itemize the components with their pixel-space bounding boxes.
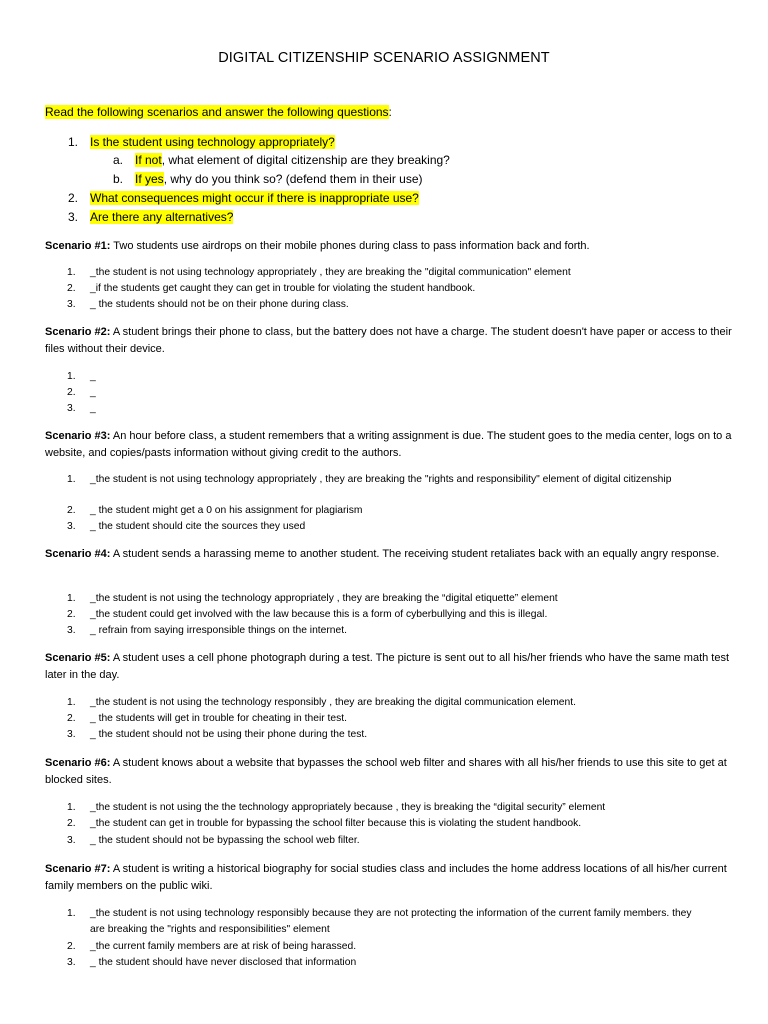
scenario-text: An hour before class, a student remembers that a writing assignment is due. The student goes to the media center, logs on to a website, and copies/pasts information without giving credit to the authors. [45,430,732,459]
scenario-5 [45,650,735,683]
scenario-label: Scenario #3: [45,430,111,442]
scenario-label: Scenario #4: [45,548,111,560]
answer-text: _the student can get in trouble for bypassing the school filter because this is violating the student handbook. [90,818,582,829]
subquestion-highlight: If yes [135,172,164,186]
instructions-text: Read the following scenarios and answer the following questions [45,105,389,119]
scenario-text: Two students use airdrops on their mobile phones during class to pass information back and forth. [110,240,590,252]
answer-text: _the student is not using technology responsibly because they are not protecting the information of the current family members. they are breaking the "rights and responsibilities" element [90,908,692,935]
scenario-2 [45,324,735,357]
scenario-label: Scenario #6: [45,757,111,769]
scenario-text: A student sends a harassing meme to another student. The receiving student retaliates back with an equally angry response. [110,548,720,560]
scenario-4 [45,546,735,563]
answer-text: _ the student might get a 0 on his assignment for plagiarism [90,505,363,516]
scenario-1 [45,238,735,255]
scenario-label: Scenario #7: [45,863,111,875]
answer-text: _ the student should not be using their phone during the test. [90,729,368,740]
question-text: Are there any alternatives? [90,210,234,224]
answer-text: _the student is not using technology appropriately , they are breaking the "rights and responsibility" element of digital citizenship [90,474,672,485]
subquestion-letter: a. [113,153,124,167]
answer-text: _ the student should not be bypassing the school web filter. [90,835,360,846]
answer-text: _ the students should not be on their phone during class. [90,299,349,310]
answer-text: _the student could get involved with the law because this is a form of cyberbullying and this is illegal. [90,609,548,620]
scenario-label: Scenario #1: [45,240,111,252]
answer-text: _the student is not using the the technology appropriately because , they is breaking the “digital security” element [90,802,606,813]
question-number: 2. [68,191,79,205]
scenario-text: A student is writing a historical biography for social studies class and includes the home address locations of all his/her current family members on the public wiki. [45,863,727,892]
answer-text: _ the student should cite the sources they used [90,521,306,532]
scenario-7 [45,861,735,894]
scenario-label: Scenario #5: [45,652,111,664]
answer-text: _the student is not using the technology appropriately , they are breaking the “digital etiquette” element [90,593,558,604]
scenario-text: A student brings their phone to class, but the battery does not have a charge. The student doesn't have paper or access to their files without their device. [45,326,732,355]
document-page: DIGITAL CITIZENSHIP SCENARIO ASSIGNMENT Read the following scenarios and answer the following questions: 1. Is the student using technology appropriately? a. If not, what element of digital citizenship are they breaking? b. If yes, why do you think so? (defend them in their use) 2. What consequences might occur if there is inappropriate use? 3. Are there any alternatives? Scenario #1: Two students use airdrops on their mobile phones during class to pass information back and forth. 1. _the student is not using technology appropriately , they are breaking the "digital communication" element 2. _if the students get caught they can get in trouble for violating the student handbook. 3. _ the students should not be on their phone during class. Scenario #2: A student brings their phone to class, but the battery does not have a charge. The student doesn't have paper or access to their files without their device. 1. _ 2. _ 3. _ Scenario #3: An hour before class, a student remembers that a writing assignment is due. The student goes to the media center, logs on to a website, and copies/pasts information without giving credit to the authors. 1. _the student is not using technology appropriately , they are breaking the "rights and responsibility" element of digital citizenship 2. _ the student might get a 0 on his assignment for plagiarism 3. _ the student should cite the sources they used Scenario #4: A student sends a harassing meme to another student. The receiving student retaliates back with an equally angry response. 1. _the student is not using the technology appropriately , they are breaking the “digital etiquette” element 2. _the student could get involved with the law because this is a form of cyberbullying and this is illegal. 3. _ refrain from saying irresponsible things on the internet. Scenario #5: A student uses a cell phone photograph during a test. The picture is sent out to all his/her friends who have the same math test later in the day. 1. _the student is not using the technology responsibly , they are breaking the digital communication element. 2. _ the students will get in trouble for cheating in their test. 3. _ the student should not be using their phone during the test. Scenario #6: A student knows about a website that bypasses the school web filter and shares with all his/her friends to use this site to get at blocked sites. 1. _the student is not using the the technology appropriately because , they is breaking the “digital security” element 2. _the student can get in trouble for bypassing the school filter because this is violating the student handbook. 3. _ the student should not be bypassing the school web filter. Scenario #7: A student is writing a historical biography for social studies class and includes the home address locations of all his/her current family members on the public wiki. 1. _the student is not using technology responsibly because they are not protecting the information of the current family members. they are breaking the "rights and responsibilities" element 2. _the current family members are at risk of being harassed. 3. _ the student should have never disclosed that information [0,0,768,1024]
subquestion-text: , why do you think so? (defend them in their use) [163,172,423,186]
answer-text: _ the students will get in trouble for cheating in their test. [90,713,347,724]
answer-text: _the student is not using technology appropriately , they are breaking the "digital communication" element [90,267,571,278]
question-text: What consequences might occur if there is inappropriate use? [90,191,419,205]
answer-text: _ refrain from saying irresponsible things on the internet. [90,625,347,636]
answer-text: _ [90,403,96,414]
answer-text: _if the students get caught they can get in trouble for violating the student handbook. [90,283,476,294]
answer-text: _ [90,387,96,398]
answer-text: _the student is not using the technology responsibly , they are breaking the digital communication element. [90,697,576,708]
scenario-text: A student knows about a website that bypasses the school web filter and shares with all his/her friends to use this site to get at blocked sites. [45,757,727,786]
scenario-text: A student uses a cell phone photograph during a test. The picture is sent out to all his/her friends who have the same math test later in the day. [45,652,730,681]
subquestion-text: , what element of digital citizenship are they breaking? [161,153,450,167]
question-number: 3. [68,210,79,224]
scenario-label: Scenario #2: [45,326,111,338]
instructions [45,105,392,119]
question-text: Is the student using technology appropriately? [90,135,335,149]
answer-text: _ the student should have never disclosed that information [90,957,357,968]
answer-text: _ [90,371,96,382]
question-number: 1. [68,135,79,149]
subquestion-letter: b. [113,172,124,186]
subquestion-highlight: If not [135,153,162,167]
instructions-colon: : [388,105,392,119]
scenario-3 [45,428,735,461]
scenario-6 [45,755,735,788]
page-title: DIGITAL CITIZENSHIP SCENARIO ASSIGNMENT [218,50,550,66]
answer-text: _the current family members are at risk of being harassed. [90,941,357,952]
